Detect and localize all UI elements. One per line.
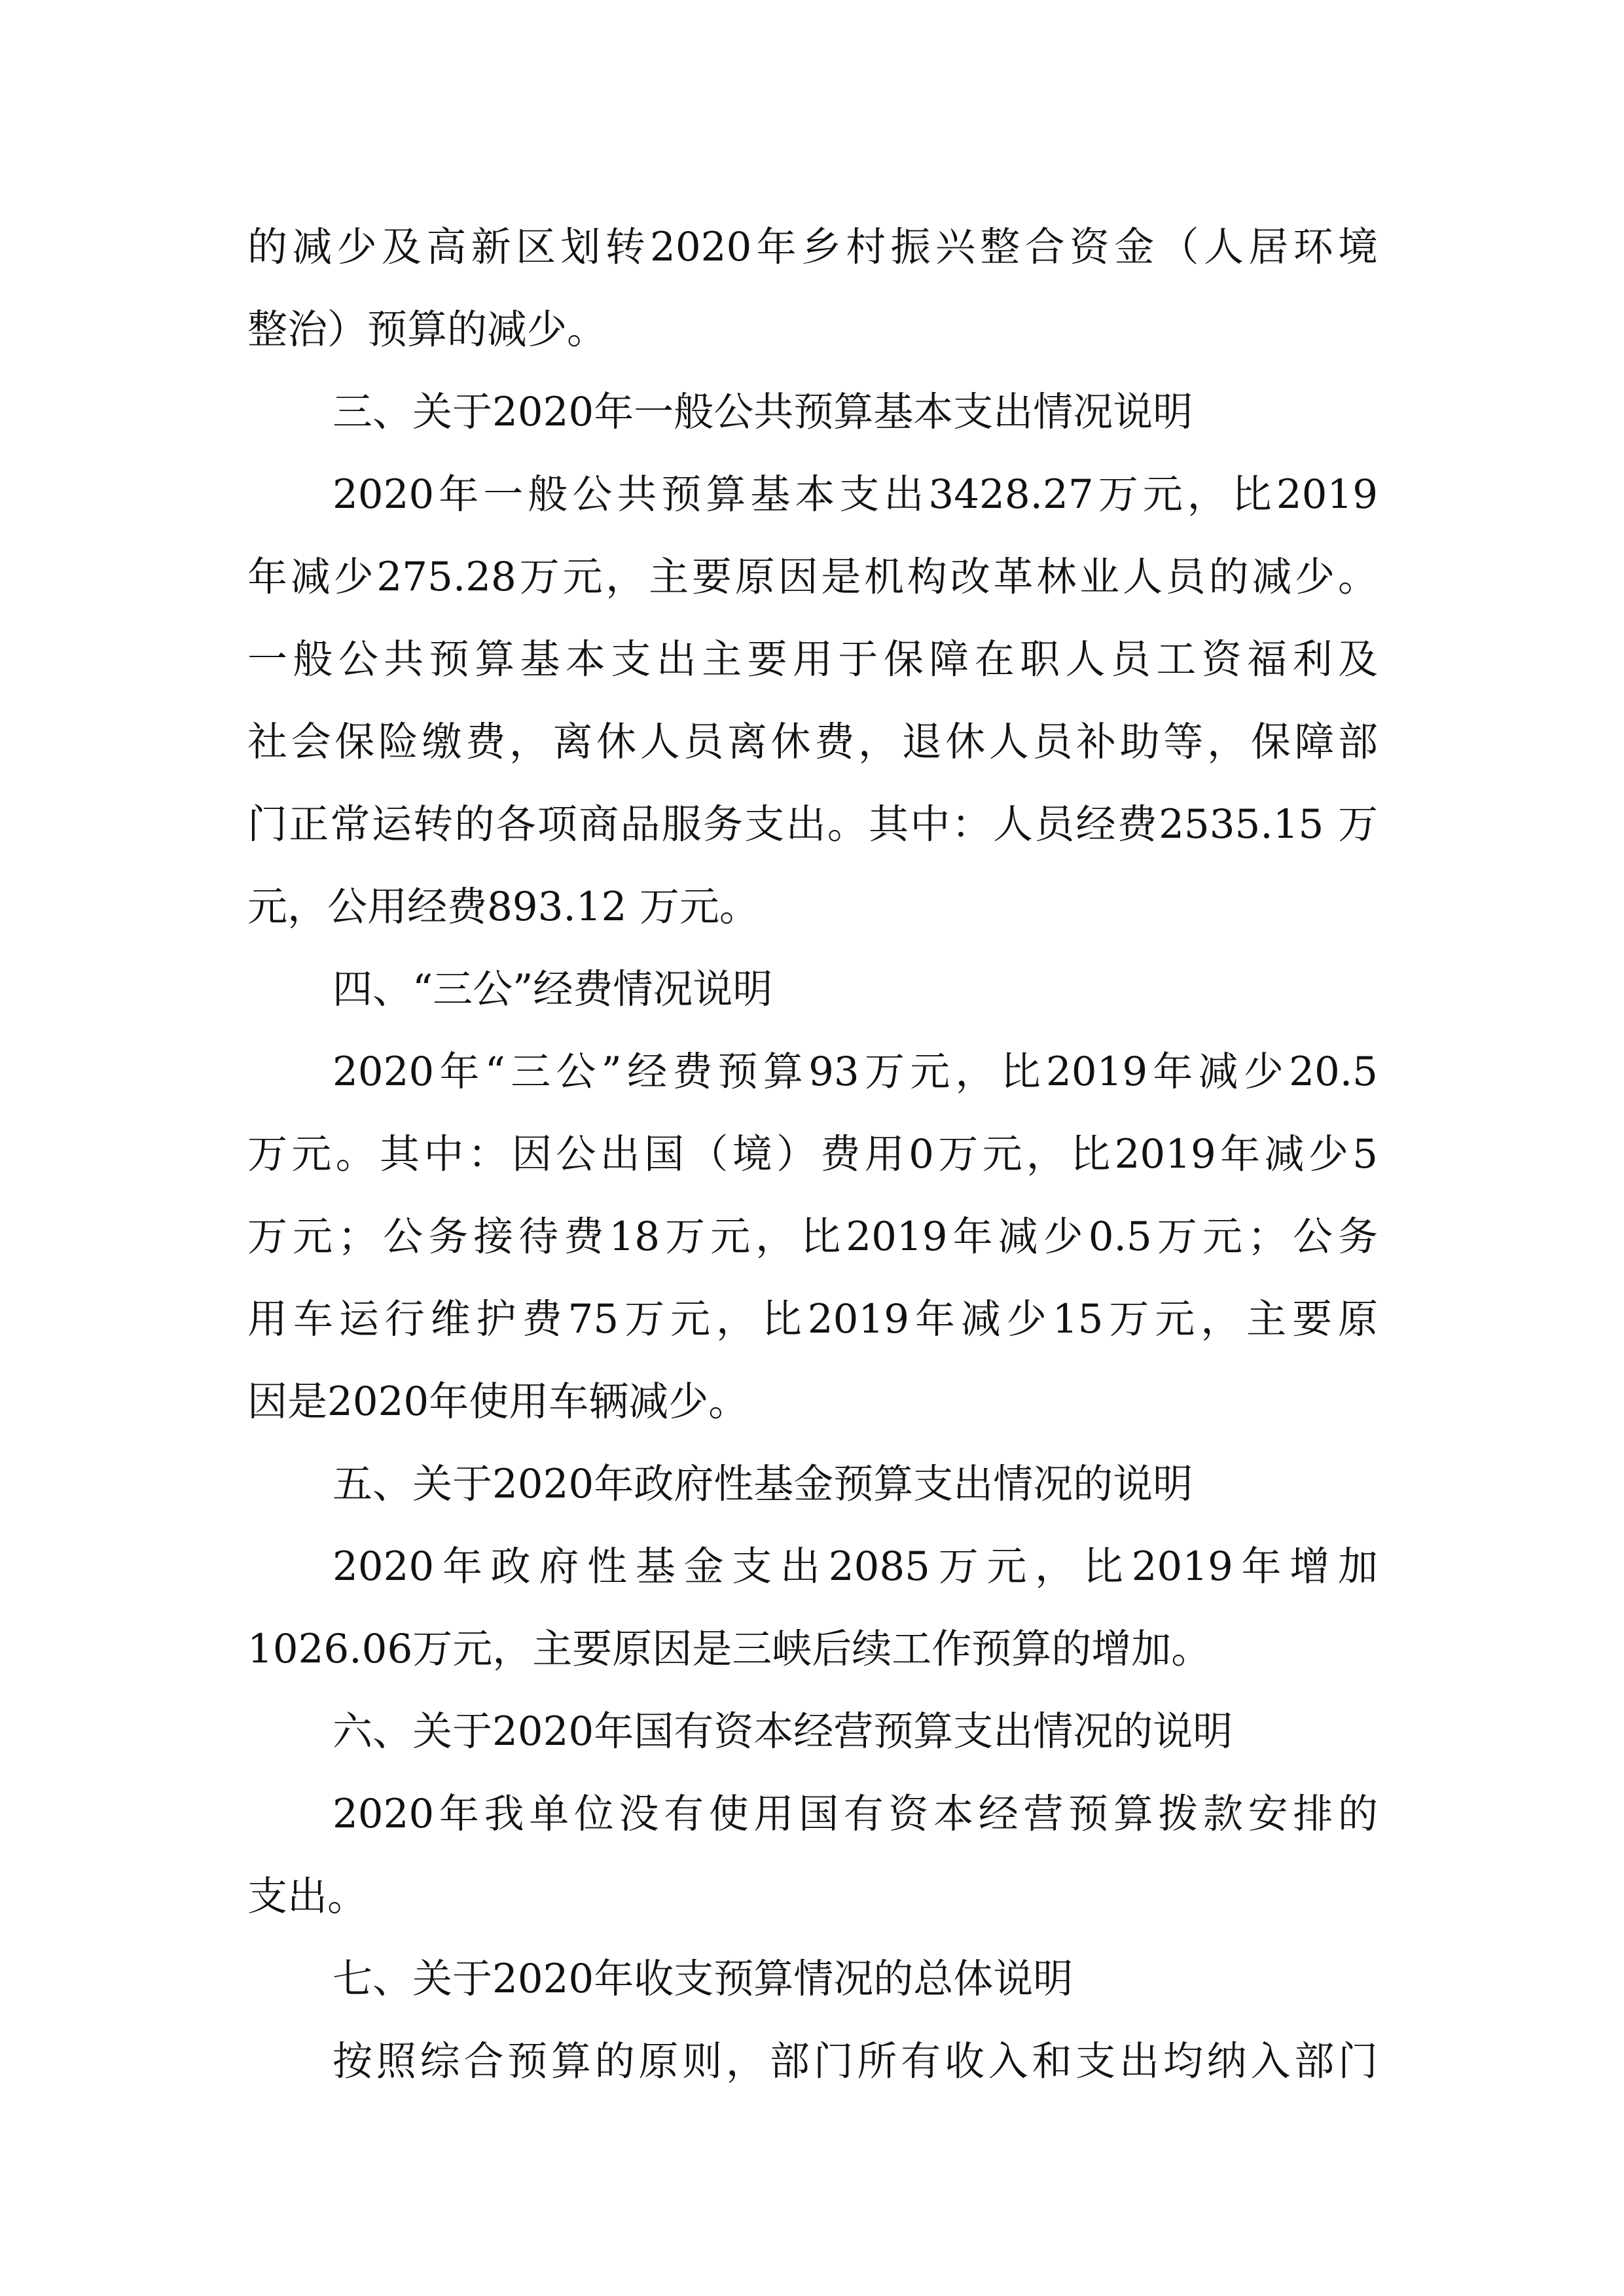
- paragraph-line: 2020年“三公”经费预算93万元，比2019年减少20.5: [333, 1049, 1378, 1095]
- paragraph-line: 用车运行维护费75万元，比2019年减少15万元，主要原: [247, 1296, 1378, 1342]
- paragraph-line: 万元。其中：因公出国（境）费用0万元，比2019年减少5: [247, 1131, 1378, 1177]
- paragraph-line: 按照综合预算的原则，部门所有收入和支出均纳入部门: [333, 2038, 1378, 2085]
- section-heading-7: 七、关于2020年收支预算情况的总体说明: [333, 1956, 1074, 2002]
- paragraph-line: 一般公共预算基本支出主要用于保障在职人员工资福利及: [247, 636, 1378, 683]
- paragraph-line: 年减少275.28万元，主要原因是机构改革林业人员的减少。: [247, 554, 1378, 600]
- paragraph-line: 社会保险缴费，离休人员离休费，退休人员补助等，保障部: [247, 719, 1378, 765]
- section-heading-6: 六、关于2020年国有资本经营预算支出情况的说明: [333, 1708, 1233, 1755]
- paragraph-line: 2020年一般公共预算基本支出3428.27万元，比2019: [333, 471, 1378, 518]
- paragraph-line: 的减少及高新区划转2020年乡村振兴整合资金（人居环境: [247, 224, 1378, 270]
- section-heading-4: 四、“三公”经费情况说明: [333, 966, 773, 1013]
- paragraph-line: 支出。: [247, 1873, 368, 1920]
- paragraph-line: 门正常运转的各项商品服务支出。其中：人员经费2535.15 万: [247, 801, 1378, 848]
- paragraph-line: 元，公用经费893.12 万元。: [247, 884, 759, 930]
- section-heading-3: 三、关于2020年一般公共预算基本支出情况说明: [333, 389, 1193, 435]
- paragraph-line: 2020年政府性基金支出2085万元，比2019年增加: [333, 1543, 1378, 1590]
- paragraph-line: 万元；公务接待费18万元，比2019年减少0.5万元；公务: [247, 1213, 1378, 1260]
- section-heading-5: 五、关于2020年政府性基金预算支出情况的说明: [333, 1461, 1193, 1507]
- paragraph-line: 2020年我单位没有使用国有资本经营预算拨款安排的: [333, 1791, 1378, 1837]
- paragraph-line: 因是2020年使用车辆减少。: [247, 1378, 749, 1425]
- paragraph-line: 1026.06万元，主要原因是三峡后续工作预算的增加。: [247, 1626, 1212, 1672]
- paragraph-line: 整治）预算的减少。: [247, 306, 607, 353]
